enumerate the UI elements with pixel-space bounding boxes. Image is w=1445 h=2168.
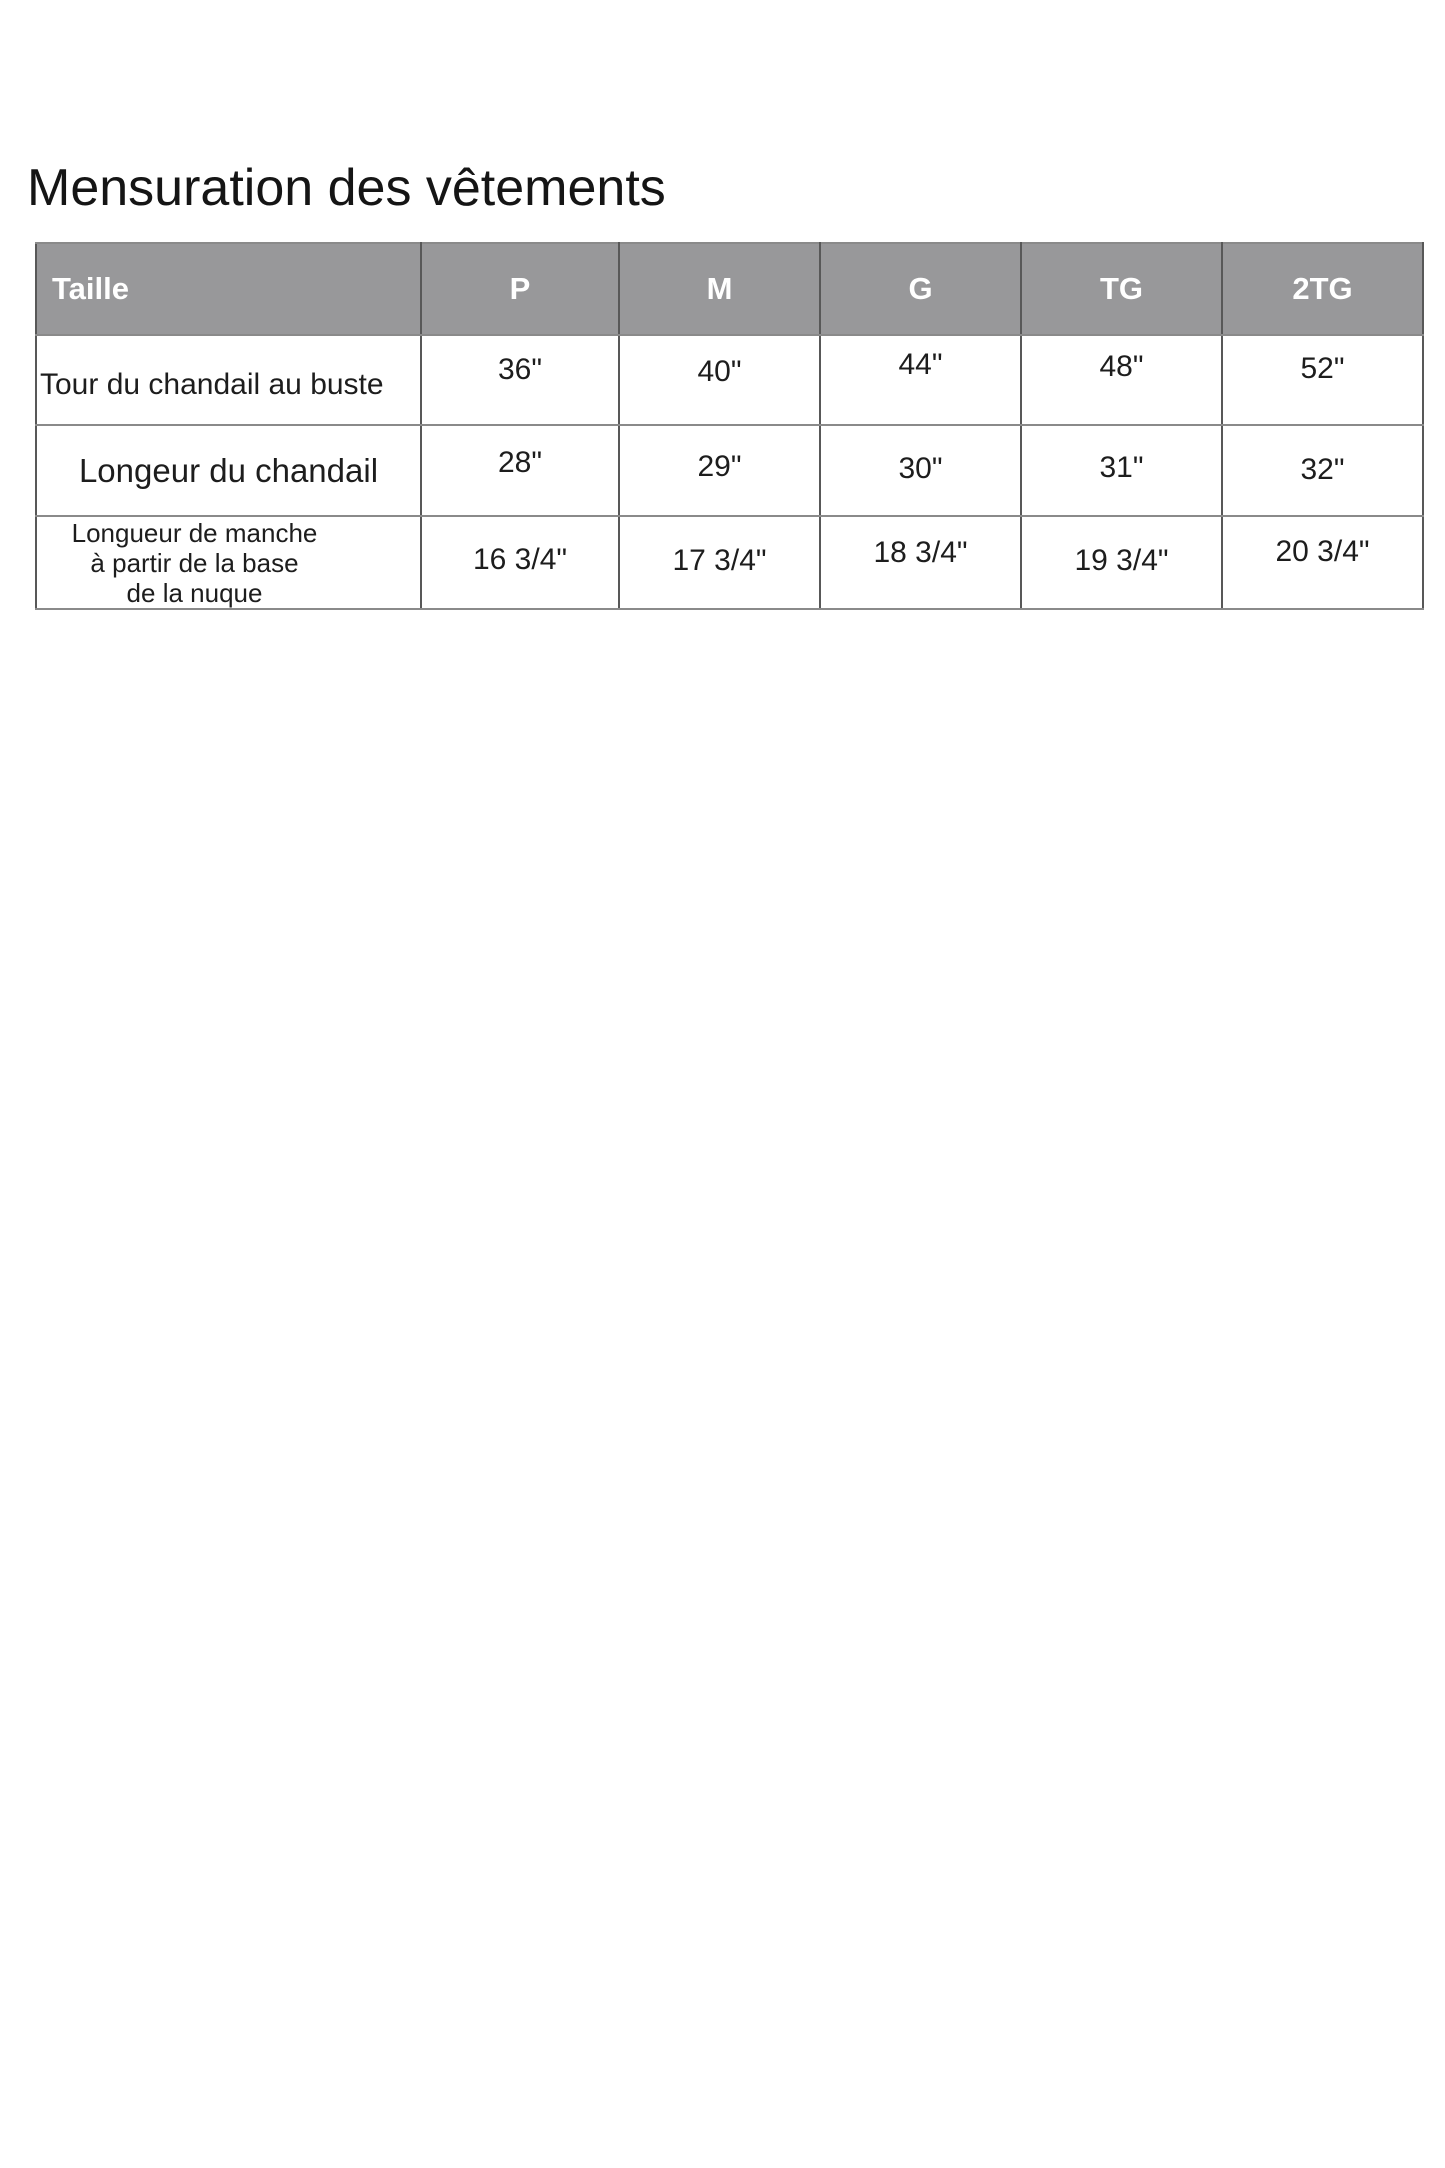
cell-length-m	[619, 425, 820, 516]
header-cell-taille: Taille	[36, 243, 421, 335]
cell-length-tg-value: 31"	[1099, 450, 1144, 484]
cell-sleeve-p	[421, 516, 619, 609]
table-header-row	[36, 243, 1423, 335]
cell-chest-m-value: 40"	[697, 355, 742, 388]
cell-chest-tg-value: 48"	[1099, 350, 1144, 383]
cell-sleeve-g-value: 18 3/4"	[873, 535, 968, 569]
table-row-length	[36, 425, 1423, 516]
cell-chest-tg	[1021, 335, 1222, 425]
cell-chest-p-value: 36"	[497, 353, 543, 386]
cell-sleeve-2tg-value: 20 3/4"	[1275, 534, 1370, 568]
table-row-chest	[36, 335, 1423, 425]
cell-sleeve-tg-value: 19 3/4"	[1074, 543, 1169, 577]
row-label-sleeve-line3: de la nuque	[126, 578, 263, 608]
cell-length-m-value: 29"	[697, 449, 742, 483]
cell-sleeve-p-value: 16 3/4"	[472, 542, 568, 576]
cell-sleeve-m	[619, 516, 820, 609]
cell-length-p	[421, 425, 619, 516]
header-cell-size-g: G	[820, 243, 1021, 335]
cell-length-tg	[1021, 425, 1222, 516]
cell-chest-2tg	[1222, 335, 1423, 425]
cell-sleeve-tg	[1021, 516, 1222, 609]
row-label-chest-text: Tour du chandail au buste	[40, 368, 384, 401]
cell-length-2tg	[1222, 425, 1423, 516]
table-row-sleeve	[36, 516, 1423, 609]
cell-chest-g-value: 44"	[898, 348, 943, 381]
cell-sleeve-g	[820, 516, 1021, 609]
row-label-sleeve	[36, 516, 421, 609]
header-cell-size-2tg: 2TG	[1222, 243, 1423, 335]
cell-chest-m	[619, 335, 820, 425]
cell-chest-p	[421, 335, 619, 425]
row-label-length-text: Longeur du chandail	[78, 451, 379, 489]
cell-length-g-value: 30"	[898, 451, 943, 485]
cell-chest-2tg-value: 52"	[1300, 352, 1345, 385]
cell-sleeve-2tg	[1222, 516, 1423, 609]
cell-length-g	[820, 425, 1021, 516]
page-title: Mensuration des vêtements	[27, 159, 666, 217]
size-chart-table	[35, 242, 1424, 610]
header-cell-size-p: P	[421, 243, 619, 335]
row-label-length	[36, 425, 421, 516]
header-cell-size-m: M	[619, 243, 820, 335]
row-label-sleeve-line1: Longueur de manche	[71, 518, 318, 548]
row-label-chest	[36, 335, 421, 425]
cell-length-2tg-value: 32"	[1300, 452, 1345, 486]
cell-length-p-value: 28"	[497, 445, 543, 479]
cell-sleeve-m-value: 17 3/4"	[672, 543, 767, 577]
header-cell-size-tg: TG	[1021, 243, 1222, 335]
row-label-sleeve-line2: à partir de la base	[90, 548, 299, 578]
cell-chest-g	[820, 335, 1021, 425]
